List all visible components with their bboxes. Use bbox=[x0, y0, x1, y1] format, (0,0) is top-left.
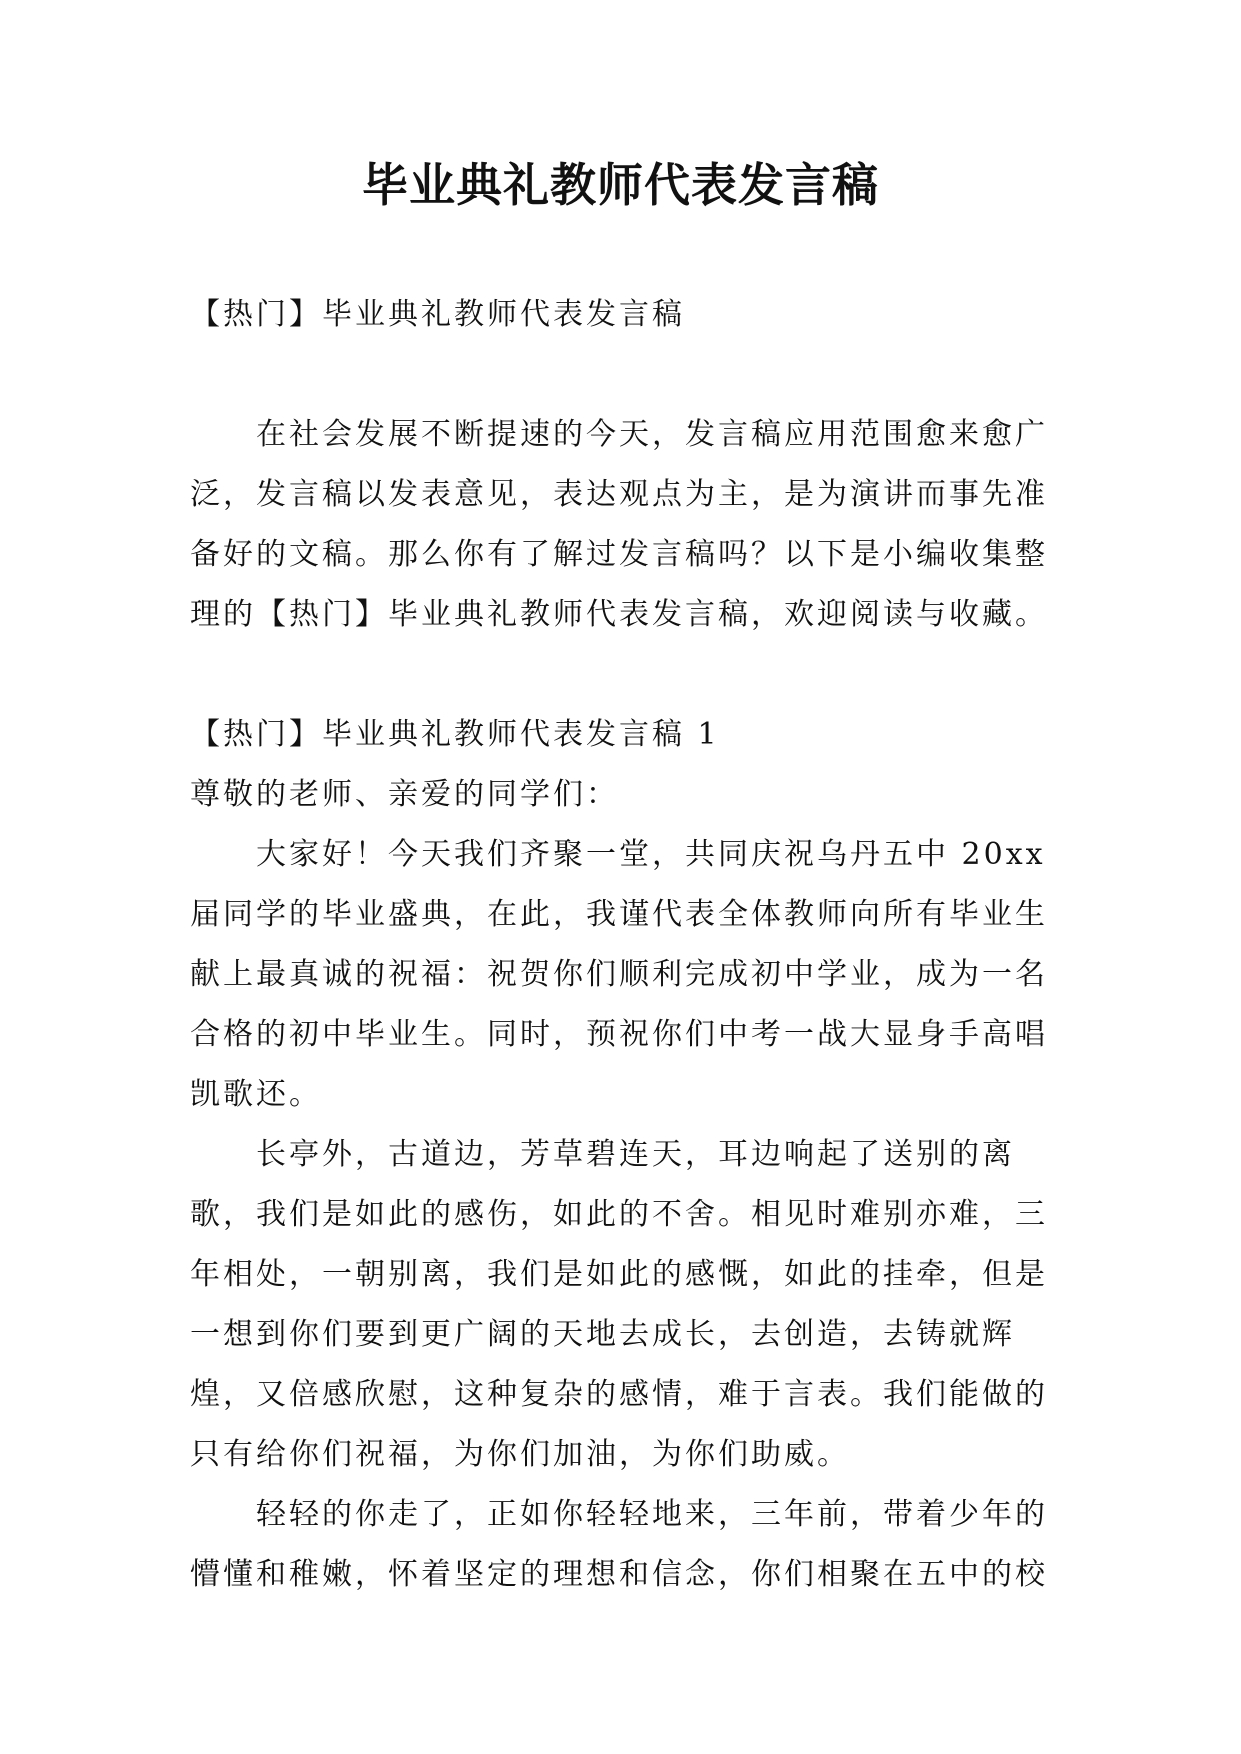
document-body bbox=[190, 285, 1050, 1605]
section-title: 【热门】毕业典礼教师代表发言稿 1 bbox=[190, 717, 720, 752]
intro-paragraph: 在社会发展不断提速的今天，发言稿应用范围愈来愈广泛，发言稿以发表意见，表达观点为主，是为演讲而事先准备好的文稿。那么你有了解过发言稿吗？以下是小编收集整理的【热门】毕业典礼教师代表发言稿，欢迎阅读与收藏。 bbox=[190, 417, 1048, 632]
body-paragraph-1: 大家好！今天我们齐聚一堂，共同庆祝乌丹五中 20xx 届同学的毕业盛典，在此，我谨代表全体教师向所有毕业生献上最真诚的祝福：祝贺你们顺利完成初中学业，成为一名合格的初中毕业生。同时，预祝你们中考一战大显身手高唱凯歌还。 bbox=[190, 837, 1048, 1112]
greeting: 尊敬的老师、亲爱的同学们： bbox=[190, 777, 619, 812]
document-title: 毕业典礼教师代表发言稿 bbox=[362, 158, 879, 212]
document-subtitle: 【热门】毕业典礼教师代表发言稿 bbox=[190, 297, 685, 332]
body-paragraph-3: 轻轻的你走了，正如你轻轻地来，三年前，带着少年的懵懂和稚嫩，怀着坚定的理想和信念，你们相聚在五中的校 bbox=[190, 1497, 1048, 1592]
body-paragraph-2: 长亭外，古道边，芳草碧连天，耳边响起了送别的离歌，我们是如此的感伤，如此的不舍。相见时难别亦难，三年相处，一朝别离，我们是如此的感慨，如此的挂牵，但是一想到你们要到更广阔的天地去成长，去创造，去铸就辉煌，又倍感欣慰，这种复杂的感情，难于言表。我们能做的只有给你们祝福，为你们加油，为你们助威。 bbox=[190, 1137, 1048, 1472]
